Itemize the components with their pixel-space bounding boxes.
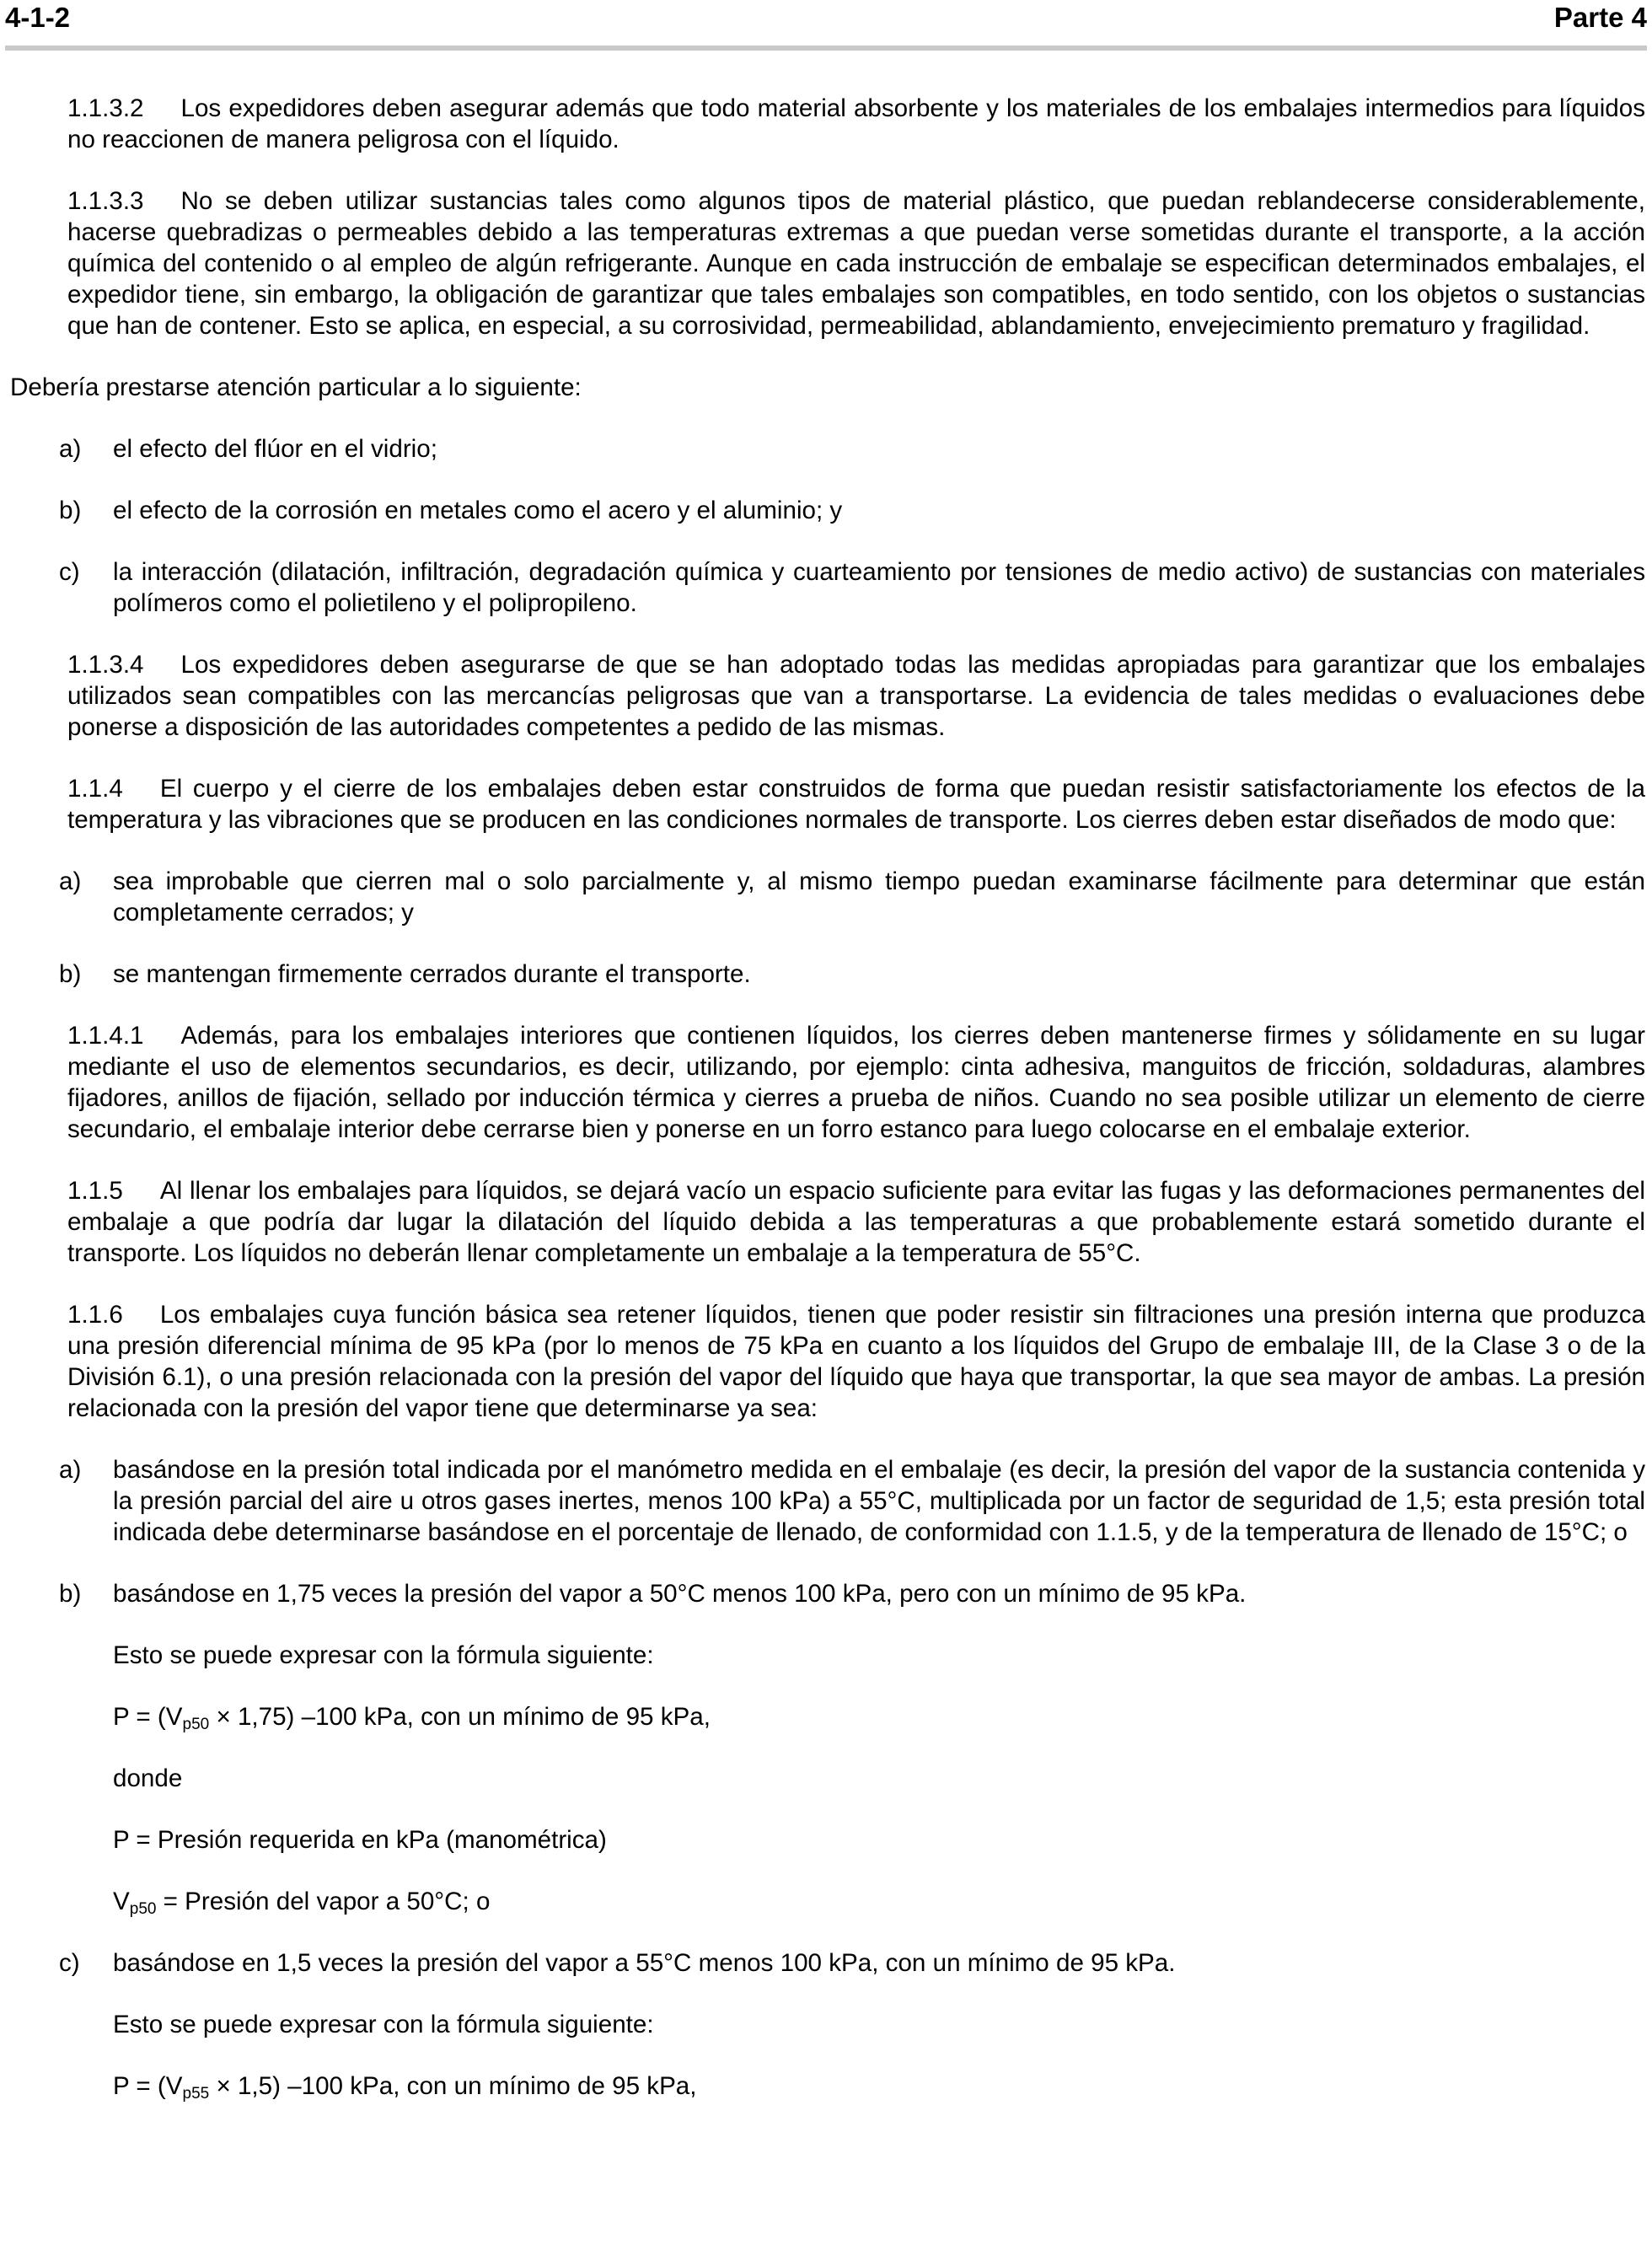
section-number: 1.1.3.4 [67,651,144,679]
paragraph-1.1.5 [10,1175,1645,1269]
page-number: 4-1-2 [5,2,71,33]
list-label: a) [59,435,82,463]
list-text: basándose en 1,75 veces la presión del vapor a 50°C menos 100 kPa, pero con un mínimo de 95 kPa. [113,1580,1247,1608]
formula-definition [10,1886,1645,1917]
list-text: el efecto del flúor en el vidrio; [113,435,437,463]
formula-intro: Esto se puede expresar con la fórmula siguiente: [113,1641,654,1669]
list-text: basándose en 1,5 veces la presión del vapor a 55°C menos 100 kPa, con un mínimo de 95 kPa. [113,1949,1176,1977]
paragraph-1.1.3.3 [10,185,1645,341]
list-text: se mantengan firmemente cerrados durante el transporte. [113,960,751,988]
paragraph-text: Además, para los embalajes interiores que contienen líquidos, los cierres deben mantenerse firmes y sólidamente en su lugar mediante el uso de elementos secundarios, es decir, utilizando, por ejemplo: cinta adhesiva, manguitos de fricción, soldaduras, alambres fijadores, anillos de fijación, sellado por inducción térmica y cierres a prueba de niños. Cuando no sea posible utilizar un elemento de cierre secundario, el embalaje interior debe cerrarse bien y ponerse en un forro estanco para luego colocarse en el embalaje exterior. [67,1022,1645,1143]
section-number: 1.1.5 [67,1177,123,1205]
list-label: b) [59,1580,82,1608]
paragraph-text: Los embalajes cuya función básica sea retener líquidos, tienen que poder resistir sin filtraciones una presión interna que produzca una presión diferencial mínima de 95 kPa (por lo menos de 75 kPa en cuanto a los líquidos del Grupo de embalaje III, de la Clase 3 o de la División 6.1), o una presión relacionada con la presión del vapor del líquido que haya que transportar, la que sea mayor de ambas. La presión relacionada con la presión del vapor tiene que determinarse ya sea: [67,1301,1645,1422]
paragraph-text: Al llenar los embalajes para líquidos, se dejará vacío un espacio suficiente para evitar las fugas y las deformaciones permanentes del embalaje a que podría dar lugar la dilatación del líquido debida a las temperaturas a que probablemente estará sometido durante el transporte. Los líquidos no deberán llenar completamente un embalaje a la temperatura de 55°C. [67,1177,1645,1267]
formula-part: × 1,5) –100 kPa, con un mínimo de 95 kPa, [209,2072,697,2100]
list-label: a) [59,1456,82,1484]
formula-part: = Presión del vapor a 50°C; o [156,1888,491,1915]
section-number: 1.1.4 [67,775,123,803]
list-text: sea improbable que cierren mal o solo parcialmente y, al mismo tiempo puedan examinarse fácilmente para determinar que están completamente cerrados; y [113,867,1645,926]
list-item [10,556,1645,619]
formula-part: P = (V [113,2072,183,2100]
formula-donde: donde [113,1764,183,1792]
paragraph-1.1.6 [10,1299,1645,1424]
list-label: c) [59,1949,80,1977]
formula [10,1701,1645,1732]
paragraph-1.1.4 [10,773,1645,835]
document-body [10,93,1645,2132]
section-number: 1.1.3.2 [67,94,144,122]
formula-subscript: p50 [129,1900,157,1918]
list-item [10,1947,1645,1979]
paragraph-text: Los expedidores deben asegurarse de que se han adoptado todas las medidas apropiadas para garantizar que los embalajes utilizados sean compatibles con las mercancías peligrosas que van a transportarse. La evidencia de tales medidas o evaluaciones debe ponerse a disposición de las autoridades competentes a pedido de las mismas. [67,651,1645,741]
formula-part: × 1,75) –100 kPa, con un mínimo de 95 kPa, [209,1703,711,1731]
paragraph-text: El cuerpo y el cierre de los embalajes deben estar construidos de forma que puedan resistir satisfactoriamente los efectos de la temperatura y las vibraciones que se producen en las condiciones normales de transporte. Los cierres deben estar diseñados de modo que: [67,775,1645,834]
section-number: 1.1.4.1 [67,1022,144,1050]
page-header [0,0,1652,51]
list-text: basándose en la presión total indicada por el manómetro medida en el embalaje (es decir, la presión del vapor de la sustancia contenida y la presión parcial del aire u otros gases inertes, menos 100 kPa) a 55°C, multiplicada por un factor de seguridad de 1,5; esta presión total indicada debe determinarse basándose en el porcentaje de llenado, de conformidad con 1.1.5, y de la temperatura de llenado de 15°C; o [113,1456,1645,1546]
paragraph-1.1.3.4 [10,649,1645,743]
list-label: c) [59,558,80,586]
part-label: Parte 4 [1553,2,1647,33]
paragraph-intro-list: Debería prestarse atención particular a lo siguiente: [10,373,582,401]
list-item [10,866,1645,928]
formula [10,2070,1645,2102]
paragraph-text: No se deben utilizar sustancias tales como algunos tipos de material plástico, que puedan reblandecerse considerablemente, hacerse quebradizas o permeables debido a las temperaturas extremas a que puedan verse sometidas durante el transporte, a la acción química del contenido o al empleo de algún refrigerante. Aunque en cada instrucción de embalaje se especifican determinados embalajes, el expedidor tiene, sin embargo, la obligación de garantizar que tales embalajes son compatibles, en todo sentido, con los objetos o sustancias que han de contener. Esto se aplica, en especial, a su corrosividad, permeabilidad, ablandamiento, envejecimiento prematuro y fragilidad. [67,187,1645,340]
list-label: a) [59,867,82,895]
paragraph-1.1.3.2 [10,93,1645,155]
section-number: 1.1.6 [67,1301,123,1329]
formula-subscript: p55 [182,2085,210,2103]
list-text: la interacción (dilatación, infiltración, degradación química y cuarteamiento por tensiones de medio activo) de sustancias con materiales polímeros como el polietileno y el polipropileno. [113,558,1645,617]
list-label: b) [59,497,82,524]
formula-definition: P = Presión requerida en kPa (manométrica) [113,1826,607,1854]
formula-part: P = (V [113,1703,183,1731]
formula-subscript: p50 [182,1716,210,1733]
list-label: b) [59,960,82,988]
formula-part: V [113,1888,130,1915]
list-item [10,1454,1645,1548]
paragraph-text: Los expedidores deben asegurar además que todo material absorbente y los materiales de los embalajes intermedios para líquidos no reaccionen de manera peligrosa con el líquido. [67,94,1645,153]
list-item [10,1578,1645,1609]
list-item [10,495,1645,526]
paragraph-1.1.4.1 [10,1020,1645,1145]
list-item [10,959,1645,990]
list-item [10,433,1645,465]
header-divider [5,46,1647,51]
list-text: el efecto de la corrosión en metales como el acero y el aluminio; y [113,497,843,524]
section-number: 1.1.3.3 [67,187,144,215]
formula-intro: Esto se puede expresar con la fórmula siguiente: [113,2011,654,2038]
